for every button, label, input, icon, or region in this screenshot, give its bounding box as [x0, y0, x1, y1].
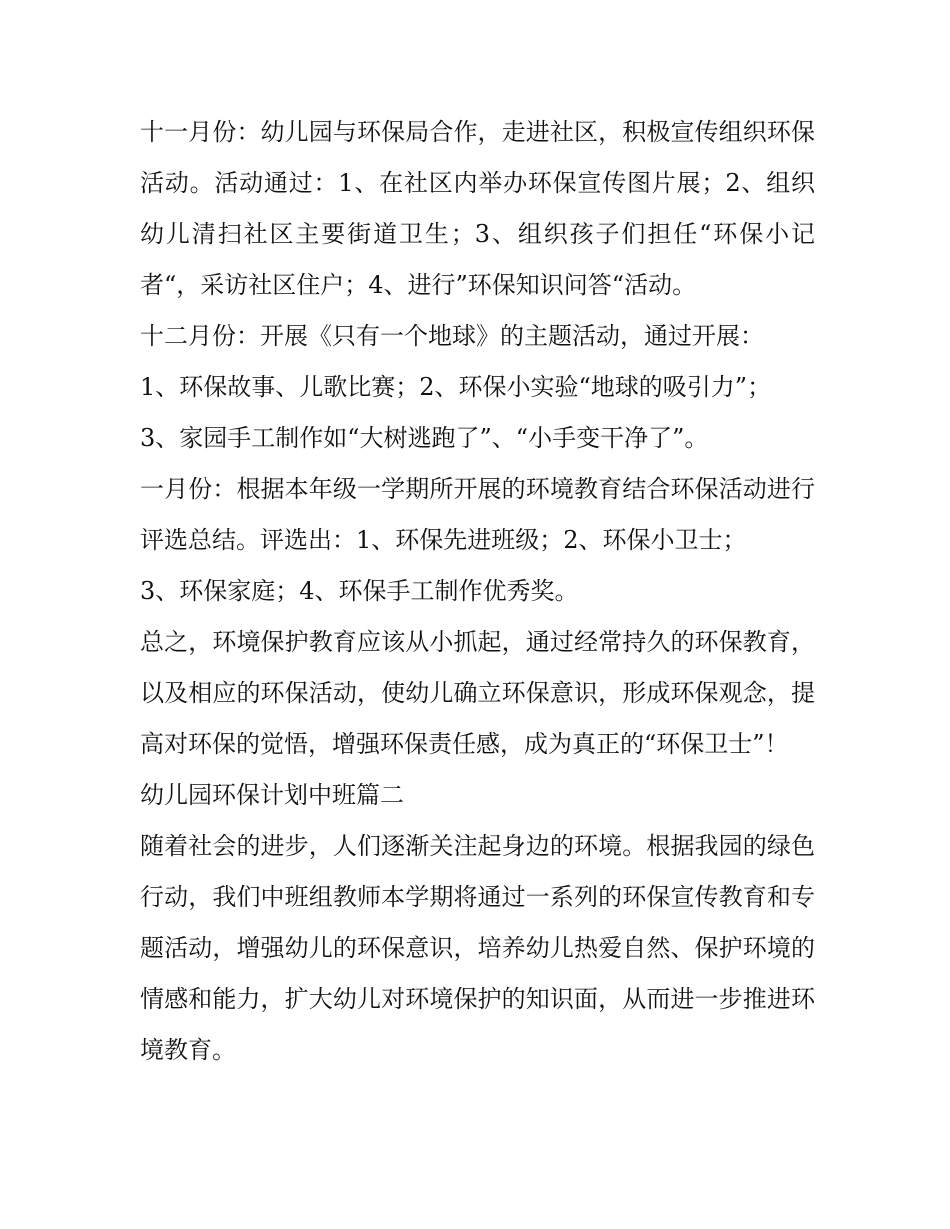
document-body: [140, 107, 815, 1076]
paragraph-december-item-3: 3、家园手工制作如“大树逃跑了”、“小手变干净了”。: [140, 424, 709, 452]
paragraph-intro-part-two: 随着社会的进步，人们逐渐关注起身边的环境。根据我园的绿色行动，我们中班组教师本学期将通过一系列的环保宣传教育和专题活动，增强幼儿的环保意识，培养幼儿热爱自然、保护环境的情感和能力，扩大幼儿对环境保护的知识面，从而进一步推进环境教育。: [140, 832, 815, 1064]
section-heading: 幼儿园环保计划中班篇二: [140, 781, 404, 809]
paragraph-december: 十二月份：开展《只有一个地球》的主题活动，通过开展：: [140, 322, 764, 350]
paragraph-december-item-1-2: 1、环保故事、儿歌比赛；2、环保小实验“地球的吸引力”；: [140, 373, 772, 401]
paragraph-conclusion: 总之，环境保护教育应该从小抓起，通过经常持久的环保教育，以及相应的环保活动，使幼儿确立环保意识，形成环保观念，提高对环保的觉悟，增强环保责任感，成为真正的“环保卫士”！: [140, 628, 815, 758]
paragraph-january-items: 3、环保家庭；4、环保手工制作优秀奖。: [140, 577, 579, 605]
paragraph-november: 十一月份：幼儿园与环保局合作，走进社区，积极宣传组织环保活动。活动通过：1、在社区内举办环保宣传图片展；2、组织幼儿清扫社区主要街道卫生；3、组织孩子们担任“环保小记者“，采访社区住户；4、进行”环保知识问答“活动。: [140, 118, 815, 299]
paragraph-january: 一月份：根据本年级一学期所开展的环境教育结合环保活动进行评选总结。评选出：1、环保先进班级；2、环保小卫士；: [140, 475, 815, 554]
